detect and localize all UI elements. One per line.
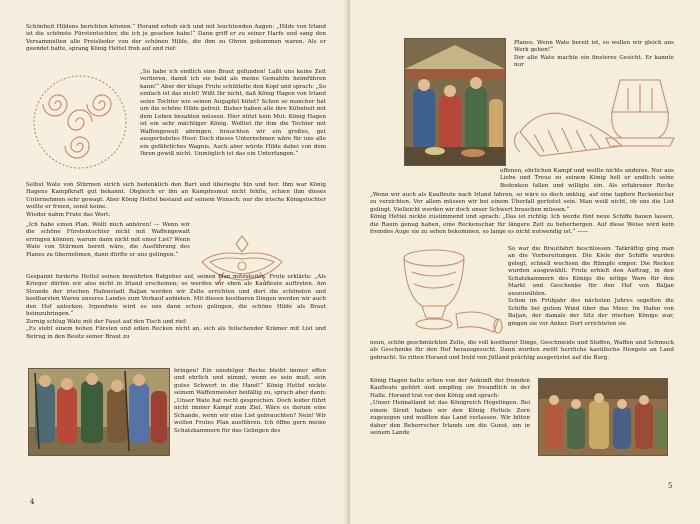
right-text-block-middle — [370, 192, 674, 250]
page-number-right: 5 — [668, 482, 673, 490]
paragraph: Zornig schlug Wate mit der Faust auf den Tisch und rief: — [26, 318, 188, 325]
paragraph: König Hagen hatte schon von der Ankunft der fremden Kaufleute gehört und empfing sie freundlich in der Halle. Horand trat vor den König und sprach: — [370, 378, 530, 399]
paragraph: Planes. Wenn Wate bereit ist, so wollen wir gleich ans Werk gehen!“ — [514, 40, 674, 54]
paragraph: So war die Brautfahrt beschlossen. Tatkräftig ging man an die Vorbereitungen. Die Kiele der Schiffe wurden gelegt, schnell wuchsen die Rümpfe empor. Die Recken wurden ausgewählt. Frute erhielt den Auftrag, in den Schatzkammern des Königs die nötige Ware für den Markt und Geschenke für den Hof von Baljan auszuwählen. — [508, 246, 674, 297]
right-text-block-top — [514, 40, 674, 68]
market-illustration — [405, 39, 505, 165]
paragraph: „Es steht einem hohen Fürsten und edlen Recken nicht an, sich als feilschender Krämer mit List und Betrug in den Besitz seiner Braut zu — [26, 326, 326, 340]
paragraph: neun, schön geschmückten Zelte, die voll kostbarer Dinge, Geschmeide und Stoffen, Waffen und Schmuck als Geschenke für den Hof herausgesucht. Dann wurden zwölf herrliche kastilische Hengste an Land gebracht. So ritten Horand und Irold von Jütland prächtig ausgerüstet auf die Burg. — [370, 340, 674, 361]
paragraph: „Ich habe einen Plan. Wollt mich anhören! — Wenn wir die schöne Fürstentochter nicht mit Waffengewalt erringen können, warum dann nicht mit einer List? Wenn Wate von Stürmen bereit wäre, die Ausführung des Planes zu übernehmen, dann dürfte er uns gelingen.“ — [26, 222, 190, 258]
paragraph: „Unser Heimatland ist das Königreich Hegelingen. Bei einem Streit haben wir den König Hettels Zorn zugezogen und mußten das Land verlassen. Wir bitten daher den Beherrscher Irlands um die Gunst, um in seinem Lande — [370, 400, 530, 437]
right-text-block-continue — [500, 168, 674, 190]
left-text-block-narrow — [26, 222, 190, 274]
paragraph: Der alte Wate machte ein finsteres Gesicht. Er kannte nur — [514, 54, 674, 68]
court-scene-picture — [538, 378, 668, 456]
paragraph: Selbst Wate von Stürmen strich sich bedenklich den Bart und überlegte hin und her. Ihm war König Hagens Kampfkraft gut bekannt. Obgleich er ihn an Kampfesmut nicht fehlte, schien ihm dieses Unternehmen sehr gewagt. Aber König Hettel bestand auf seinem Wunsch: nur die irische Königstochter wollte er freien, sonst keine. — [26, 182, 326, 211]
paragraph: Schon im Frühjahr des nächsten Jahres segelten die Schiffe bei gutem Wind über das Meer. Im Hafen von Baljan, der damals der Sitz der irischen Könige war, gingen sie vor Anker. Dort errichteten sie — [508, 298, 674, 327]
paragraph: König Hettel nickte zustimmend und sprach: „Das ist richtig. Ich werde fünf neue Schiffe bauen lassen, die Raum genug haben, eine Reckenschar für längere Zeit zu beherbergen. Auf diese Weise wird kein fremdes Auge sie zu sehen bekommen, so lange es nicht notwendig ist.“ —— — [370, 214, 674, 236]
left-text-block-middle — [26, 182, 326, 221]
paragraph: offenen, ehrlichen Kampf und wollte nichts anderes. Nur aus Liebe und Treue zu seinem König hell er endlich seine Bedenken fallen und willigte ein. Als erfahrener Recke — [500, 168, 674, 189]
paragraph: bringen! Ein unedelger Recke bleibt immer offen und ehrlich und nimmt, wenn es sein muß, sein gutes Schwert in die Hand!“ König Hettel nickte seinem Waffenmeister beifällig zu, sprach aber dann: „Unser Wate hat recht gesprochen. Doch leider führt nicht immer Kampf zum Ziel. Wäre es darum eine Schande, wenn wir eine List gebrauchten? Nein! Wir wollen Frutes Plan ausführen. Ich öffne gern meine Schatzkammern für das Gelingen des — [174, 368, 326, 434]
paragraph: Wieder nahm Frute das Wort: — [26, 211, 111, 218]
right-text-block-beside-goblet — [508, 246, 674, 334]
helmet-and-harp-ornament — [510, 72, 680, 162]
warriors-illustration — [29, 369, 169, 455]
paragraph: Schönheit Hildens berichten können.“ Horand erhob sich und mit leuchtenden Augen: „Hilde von Irland ist die schönste Fürstentochter, die ich je gesehen habe!“ Dann griff er zu seiner Harfe und sang den Versammelten alle Preislieder von der schönen Hilde, die ihm zu Ohren gekommen waren. Als er geendet hatte, sprang König Hettel froh auf und rief: — [26, 24, 326, 53]
right-text-block-bottom — [370, 378, 530, 478]
page-number-left: 4 — [30, 498, 35, 506]
market-scene-picture — [404, 38, 506, 166]
left-text-block-right — [140, 69, 326, 181]
left-text-block-lower — [26, 274, 326, 364]
right-page — [350, 0, 700, 524]
left-text-block-top — [26, 24, 326, 54]
paragraph: „Wenn wir auch als Kaufleute nach Irland fahren, so wäre es doch unklug, auf eine tapfere Reckenschar zu verzichten. Vor allem müssen wir bei einem Überfall gerüstet sein. Man weiß nicht, ob uns die List gelingt. Vielleicht werden wir doch unser Schwert brauchen müssen.“ — [370, 192, 674, 213]
left-page — [0, 0, 348, 524]
goblet-ornament — [394, 244, 504, 340]
paragraph: Gespannt forderte Hettel seinen bewährten Ratgeber auf, seinen Plan mitzuteilen. Frute erklärte: „Als Krieger dürfen wir also nicht in Irland erscheinen; so werden wir eben als Kaufleute auftreten. Am Strande der irischen Hafenstadt Baljan werden wir Zelte errichten und dort die schönsten und kostbarsten Waren unseres Landes zum Verkauf anbieten. Mit diesen kostbaren Dingen werden wir auch den Hof anlocken. Irgendwie wird es uns dann schon gelingen, die schöne Hilde als Braut heimzubringen.“ — [26, 274, 326, 318]
left-text-block-beside-picture — [174, 368, 326, 472]
paragraph: „So habe ich endlich eine Braut gefunden! Laßt uns keine Zeit verlieren, damit ich sie bald als meine Gemahlin heimführen kann!“ Aber der kluge Frute schüttelte den Kopf und sprach: „So einfach ist das nicht! Wißt Ihr nicht, daß König Hagen von Irland seine Tochter wie seinen Augapfel hütet? Schon so mancher hat um die schöne Hilde gefreit. Bisher haben alle ihre Kühnheit mit dem Leben bezahlen müssen. Hier nützt kein Mut. König Hagen ist ein sehr mächtiger König. Wolltet ihr ihm die Tochter mit Waffengewalt abringen, brauchten wir ein großes, gut ausgerüstetes Heer. Doch dieses Unternehmen wäre für uns alle ein gefährliches Wagnis. Auch aber würde Hilde dabei von dem Ihren gewiß nicht. Unmöglich ist das ein Unterfangen.“ — [140, 69, 326, 157]
right-text-block-lower — [370, 340, 674, 376]
warriors-procession-picture — [28, 368, 170, 456]
court-illustration — [539, 379, 667, 455]
triskele-spiral-ornament — [28, 72, 132, 172]
